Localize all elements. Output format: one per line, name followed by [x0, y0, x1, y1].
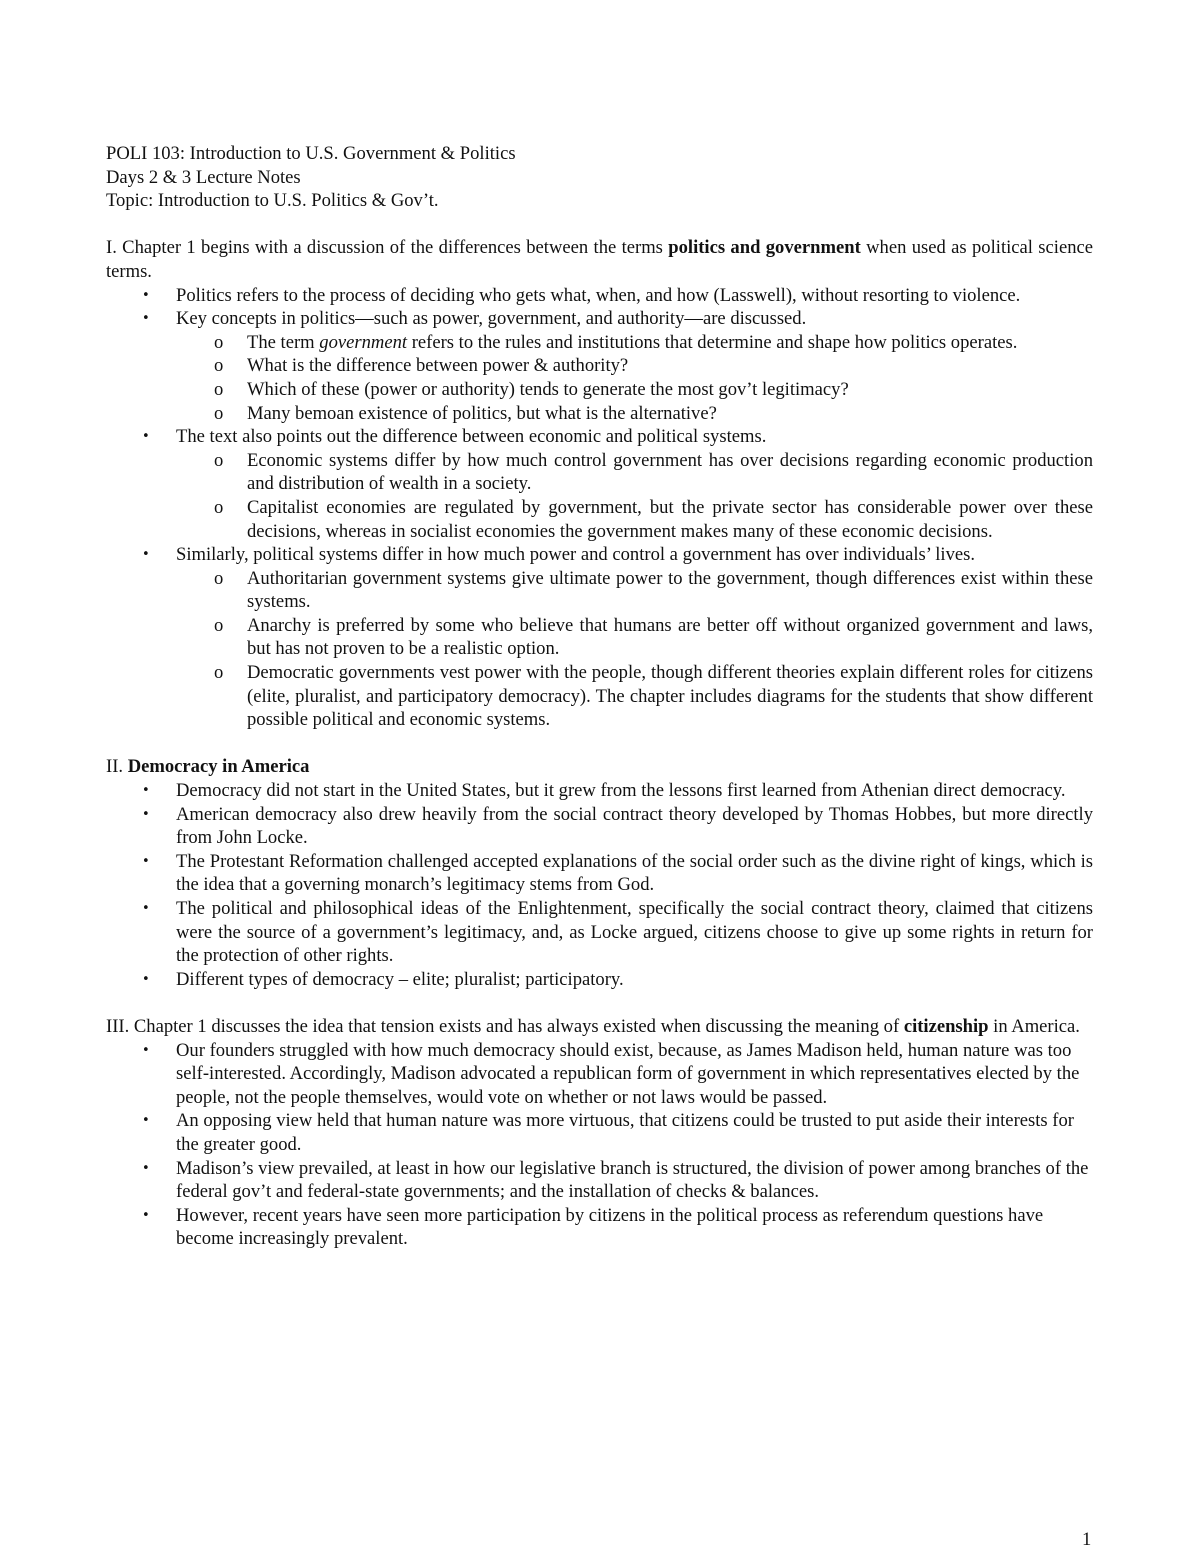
section-1-list	[106, 284, 1093, 732]
lecture-topic: Topic: Introduction to U.S. Politics & Gov’t.	[106, 190, 439, 212]
section-1-intro: I. Chapter 1 begins with a discussion of the differences between the terms politics and government when used as political science terms.	[106, 237, 1094, 282]
sub-list-item: o Authoritarian government systems give ultimate power to the government, though differences exist within these systems.	[214, 567, 1093, 613]
bullet-marker: •	[142, 1207, 150, 1223]
sub-marker: o	[214, 496, 224, 518]
bullet-marker: •	[142, 311, 150, 327]
term-politics-government: politics and government	[668, 237, 861, 259]
sub-marker: o	[214, 402, 224, 424]
heading-democracy-in-america: Democracy in America	[127, 756, 310, 778]
lecture-days: Days 2 & 3 Lecture Notes	[106, 166, 301, 188]
list-item: • The Protestant Reformation challenged accepted explanations of the social order such as the divine right of kings, which is the idea that a governing monarch’s legitimacy stems from God.	[142, 850, 1093, 896]
bullet-marker: •	[142, 853, 150, 869]
page-number: 1	[1082, 1529, 1092, 1550]
sub-list-item: o The term government refers to the rules and institutions that determine and shape how politics operates.	[214, 331, 1018, 353]
list-item: • Key concepts in politics—such as power, government, and authority—are discussed. o The term government refers to the rules and institutions that determine and shape how politics operates. o What is the difference between power & authority? o Which of these (power or authority) tends to generate the most gov’t legitimacy? o Many bemoan existence of politics, but what is the alternative?	[106, 307, 1093, 425]
bullet-marker: •	[142, 547, 150, 563]
list-item: • Our founders struggled with how much democracy should exist, because, as James Madison held, human nature was too self-interested. Accordingly, Madison advocated a republican form of government in which representatives elected by the people, not the people themselves, would vote on whether or not laws would be passed.	[142, 1039, 1080, 1108]
bullet-marker: •	[142, 1160, 150, 1176]
sub-list-item: o Many bemoan existence of politics, but what is the alternative?	[214, 402, 717, 424]
list-item: • The text also points out the difference between economic and political systems. o Economic systems differ by how much control government has over decisions regarding economic production and distribution of wealth in a society. o Capitalist economies are regulated by government, but the private sector has considerable power over these decisions, whereas in socialist economies the government makes many of these economic decisions.	[142, 426, 1093, 542]
bullet-marker: •	[142, 806, 150, 822]
bullet-marker: •	[142, 287, 150, 303]
bullet-marker: •	[142, 1113, 150, 1129]
term-government: government	[319, 331, 408, 353]
list-item: • Politics refers to the process of deciding who gets what, when, and how (Lasswell), without resorting to violence.	[142, 284, 1021, 306]
sub-list-item: o Which of these (power or authority) tends to generate the most gov’t legitimacy?	[214, 378, 849, 400]
bullet-marker: •	[142, 901, 150, 916]
list-item: • American democracy also drew heavily from the social contract theory developed by Thomas Hobbes, but more directly from John Locke.	[142, 803, 1093, 849]
sub-list-item: o What is the difference between power & authority?	[214, 355, 629, 377]
sub-marker: o	[214, 449, 224, 471]
sub-marker: o	[214, 331, 224, 353]
list-item: • Different types of democracy – elite; pluralist; participatory.	[142, 968, 624, 990]
sub-list-item: o Democratic governments vest power with the people, though different theories explain different roles for citizens (elite, pluralist, and participatory democracy). The chapter includes diagrams for the students that show different possible political and economic systems.	[214, 662, 1093, 731]
list-item: • Madison’s view prevailed, at least in how our legislative branch is structured, the division of power among branches of the federal gov’t and federal-state governments; and the installation of checks & balances.	[142, 1157, 1089, 1203]
sub-list	[176, 567, 1093, 732]
list-item: • However, recent years have seen more participation by citizens in the political process as referendum questions have become increasingly prevalent.	[142, 1204, 1044, 1250]
section-2-list	[106, 779, 1093, 991]
sub-marker: o	[214, 662, 224, 684]
section-2-heading: II. Democracy in America	[106, 756, 310, 778]
sub-list-item: o Economic systems differ by how much control government has over decisions regarding economic production and distribution of wealth in a society.	[214, 449, 1093, 495]
list-item: • Democracy did not start in the United States, but it grew from the lessons first learned from Athenian direct democracy.	[142, 780, 1066, 802]
list-item: • The political and philosophical ideas of the Enlightenment, specifically the social contract theory, claimed that citizens were the source of a government’s legitimacy, and, as Locke argued, citizens choose to give up some rights in return for the protection of other rights.	[142, 898, 1093, 967]
bullet-marker: •	[142, 971, 150, 987]
bullet-marker: •	[142, 1042, 150, 1058]
sub-marker: o	[214, 378, 224, 400]
term-citizenship: citizenship	[903, 1015, 989, 1037]
course-title: POLI 103: Introduction to U.S. Government & Politics	[106, 143, 516, 164]
bullet-marker: •	[142, 783, 150, 799]
list-item: • An opposing view held that human nature was more virtuous, that citizens could be trusted to put aside their interests for the greater good.	[142, 1110, 1074, 1155]
sub-list-item: o Anarchy is preferred by some who believe that humans are better off without organized government and laws, but has not proven to be a realistic option.	[214, 614, 1093, 660]
list-item: • Similarly, political systems differ in how much power and control a government has over individuals’ lives. o Authoritarian government systems give ultimate power to the government, though differences exist within these systems. o Anarchy is preferred by some who believe that humans are better off without organized government and laws, but has not proven to be a realistic option. o Democratic governments vest power with the people, though different theories explain different roles for citizens (elite, pluralist, and participatory democracy). The chapter includes diagrams for the students that show different possible political and economic systems.	[142, 544, 1093, 731]
sub-marker: o	[214, 355, 224, 377]
bullet-marker: •	[142, 429, 150, 445]
sub-marker: o	[214, 614, 224, 636]
document-page	[106, 142, 1093, 1251]
sub-list-item: o Capitalist economies are regulated by government, but the private sector has considerable power over these decisions, whereas in socialist economies the government makes many of these economic decisions.	[214, 496, 1093, 542]
sub-list	[176, 449, 1093, 543]
sub-marker: o	[214, 567, 224, 589]
section-3-intro: III. Chapter 1 discusses the idea that tension exists and has always existed when discussing the meaning of citizenship in America.	[106, 1015, 1080, 1037]
section-3-list	[106, 1039, 1093, 1251]
sub-list	[176, 331, 1093, 425]
